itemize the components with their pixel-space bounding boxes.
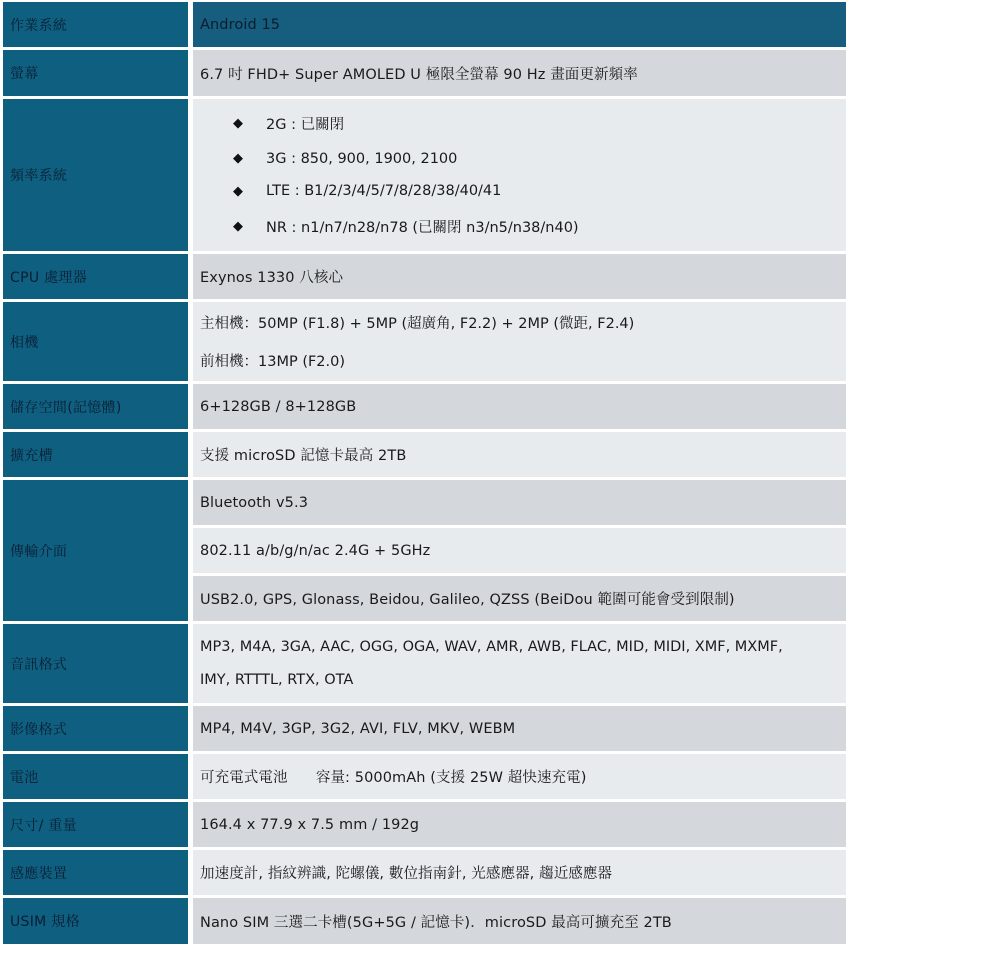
value-os-cell [193, 2, 846, 47]
camera-lines [193, 302, 846, 381]
label-audio: 音訊格式 [3, 624, 188, 703]
value-dimensions-cell [193, 802, 846, 847]
bullet-text-nr: NR : n1/n7/n28/n78 (已關閉 n3/n5/n38/n40) [266, 219, 579, 236]
value-expansion-cell [193, 432, 846, 477]
label-battery: 電池 [3, 754, 188, 799]
value-dimensions: 164.4 x 77.9 x 7.5 mm / 192g [193, 802, 846, 847]
label-usim: USIM 規格 [3, 898, 188, 944]
value-sensors-cell [193, 850, 846, 895]
label-connectivity: 傳輸介面 [3, 480, 188, 621]
value-camera-cell [193, 302, 846, 381]
bullet-text-3g: 3G : 850, 900, 1900, 2100 [266, 150, 458, 167]
bullet-item-2g [233, 113, 846, 134]
value-usim-cell [193, 898, 846, 944]
value-cpu: Exynos 1330 八核心 [193, 254, 846, 299]
label-dimensions: 尺寸/ 重量 [3, 802, 188, 847]
frequency-bullet-list [193, 99, 846, 251]
value-display: 6.7 吋 FHD+ Super AMOLED U 極限全螢幕 90 Hz 畫面更新頻率 [193, 50, 846, 96]
value-storage: 6+128GB / 8+128GB [193, 384, 846, 429]
value-battery: 可充電式電池 容量: 5000mAh (支援 25W 超快速充電) [193, 754, 846, 799]
label-expansion: 擴充槽 [3, 432, 188, 477]
value-expansion: 支援 microSD 記憶卡最高 2TB [193, 432, 846, 477]
label-os: 作業系統 [3, 2, 188, 47]
value-audio-cell [193, 624, 846, 703]
value-wifi: 802.11 a/b/g/n/ac 2.4G + 5GHz [193, 528, 846, 573]
value-audio-line-1: MP3, M4A, 3GA, AAC, OGG, OGA, WAV, AMR, AWB, FLAC, MID, MIDI, XMF, MXMF, [200, 639, 783, 655]
bullet-text-2g: 2G : 已關閉 [266, 117, 345, 134]
label-video: 影像格式 [3, 706, 188, 751]
value-connectivity-cell [193, 480, 846, 621]
label-frequency: 頻率系統 [3, 99, 188, 251]
value-usb-gps: USB2.0, GPS, Glonass, Beidou, Galileo, QZSS (BeiDou 範圍可能會受到限制) [193, 576, 846, 621]
value-battery-cell [193, 754, 846, 799]
value-display-cell [193, 50, 846, 96]
label-cpu: CPU 處理器 [3, 254, 188, 299]
value-os: Android 15 [193, 2, 846, 47]
label-sensors: 感應裝置 [3, 850, 188, 895]
value-frequency-cell [193, 99, 846, 251]
value-sensors: 加速度計, 指紋辨識, 陀螺儀, 數位指南針, 光感應器, 趨近感應器 [193, 850, 846, 895]
value-video: MP4, M4V, 3GP, 3G2, AVI, FLV, MKV, WEBM [193, 706, 846, 751]
label-display: 螢幕 [3, 50, 188, 96]
value-camera-front: 前相機：13MP (F2.0) [200, 354, 346, 370]
label-storage: 儲存空間(記憶體) [3, 384, 188, 429]
value-usim: Nano SIM 三選二卡槽(5G+5G / 記憶卡)．microSD 最高可擴充至 2TB [193, 898, 846, 944]
value-bluetooth: Bluetooth v5.3 [193, 480, 846, 525]
value-video-cell [193, 706, 846, 751]
value-cpu-cell [193, 254, 846, 299]
bullet-item-3g [233, 151, 846, 167]
value-camera-main: 主相機：50MP (F1.8) + 5MP (超廣角, F2.2) + 2MP (微距, F2.4) [200, 316, 635, 332]
diamond-bullet-icon: ◆ [233, 183, 243, 199]
audio-lines [193, 624, 846, 703]
spec-table [3, 2, 846, 944]
diamond-bullet-icon: ◆ [233, 116, 243, 132]
bullet-item-lte [233, 183, 846, 199]
bullet-text-lte: LTE : B1/2/3/4/5/7/8/28/38/40/41 [266, 183, 502, 200]
value-storage-cell [193, 384, 846, 429]
diamond-bullet-icon: ◆ [233, 218, 243, 234]
diamond-bullet-icon: ◆ [233, 151, 243, 167]
label-camera: 相機 [3, 302, 188, 381]
bullet-item-nr [233, 216, 846, 237]
value-audio-line-2: IMY, RTTTL, RTX, OTA [200, 672, 354, 688]
